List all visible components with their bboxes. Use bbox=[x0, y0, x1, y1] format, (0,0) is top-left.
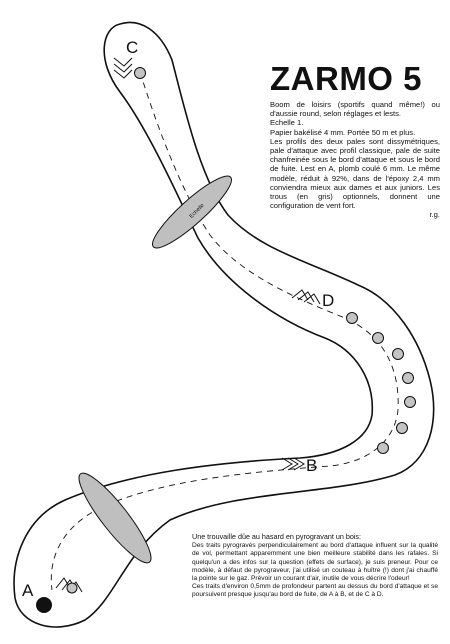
notes-paragraph: Des traits pyrogravés perpendiculairement au bord d'attaque influent sur la qualité de vol, permettant apparemment une bien meilleure stabilité dans les rafales. Si quelqu'un a des infos sur la question (effets de surface), je suis preneur. Pour ce modèle, à défaut de pyrograveur, j'ai utilisé un couteau à huître (!) dont j'ai chauffé la pointe sur le gaz. Prévoir un courant d'air, inutile de vous décrire l'odeur! bbox=[192, 542, 438, 583]
description-block bbox=[270, 100, 440, 220]
description-paragraph: Papier bakélisé 4 mm. Portée 50 m et plus. bbox=[270, 127, 416, 137]
description-paragraph: Boom de loisirs (sportifs quand même!) ou d'aussie round, selon réglages et lests. bbox=[270, 100, 440, 119]
notes-block bbox=[192, 533, 438, 600]
label-d: D bbox=[322, 291, 335, 310]
description-paragraph: Echelle 1. bbox=[270, 118, 304, 128]
notes-paragraph: Ces traits d'environ 0,5mm de profondeur partent au dessus du bord d'attaque et se poursuivent presque jusqu'au bord de fuite, de A à B, et de C à D. bbox=[192, 583, 438, 599]
hole bbox=[393, 349, 404, 360]
hole bbox=[347, 313, 358, 324]
signature: r.g. bbox=[429, 210, 440, 220]
hole bbox=[378, 443, 389, 454]
hole bbox=[135, 68, 146, 79]
scale-stamp: Echelle bbox=[188, 202, 206, 220]
label-b: B bbox=[306, 456, 318, 475]
description-signature-line bbox=[270, 210, 440, 219]
hole bbox=[405, 397, 416, 408]
label-a: A bbox=[22, 581, 34, 600]
notes-heading: Une trouvaille dûe au hasard en pyrogravant un bois: bbox=[192, 532, 362, 541]
hole bbox=[373, 333, 384, 344]
ballast-lead-weight bbox=[36, 597, 52, 613]
hole bbox=[67, 583, 77, 593]
description-paragraph: Les profils des deux pales sont dissymétriques, pale d'attaque avec profil classique, pale de suite chanfreinée sous le bord d'attaque et sous le bord de fuite. Lest en A, plomb coulé 6 mm. Le même modèle, réduit à 92%, dans de l'époxy 2,4 mm conviendra mieux aux dames et aux juniors. Les trous (en gris) optionnels, donnent une configuration de vent fort. bbox=[270, 136, 440, 211]
label-c: C bbox=[126, 38, 139, 57]
page-title: ZARMO 5 bbox=[270, 60, 422, 97]
hole bbox=[397, 423, 408, 434]
hole bbox=[403, 373, 414, 384]
